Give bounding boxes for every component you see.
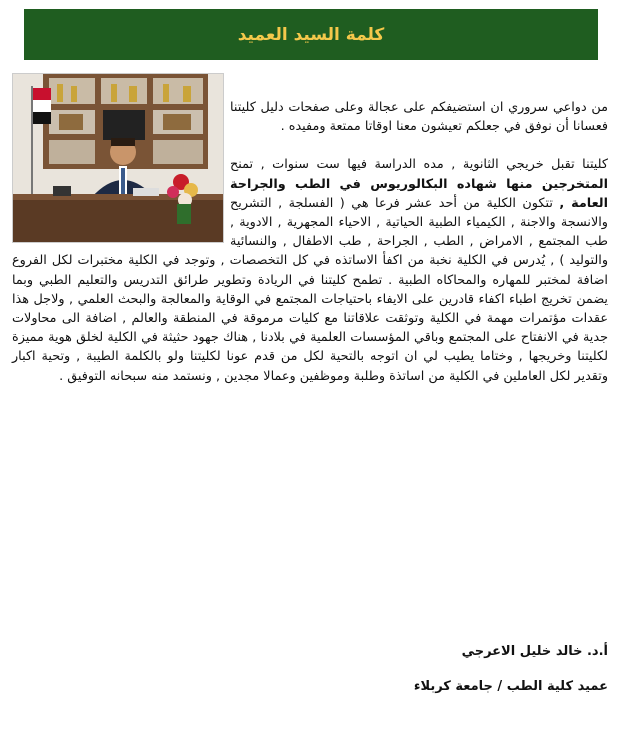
text-segment-1: كليتنا تقبل خريجي الثانوية , مده الدراسة فيها ست سنوات , تمنح (230, 157, 608, 173)
page-header-banner (24, 9, 598, 60)
photo-spacer (12, 98, 230, 243)
dean-title: عميد كلية الطب / جامعة كربلاء (413, 679, 608, 694)
page-title: كلمة السيد العميد (237, 24, 385, 45)
text-segment-2: تتكون الكلية من أحد عشر فرعا هي ( الفسلجة , التشريح والانسجة والاجنة , الكيمياء الطبية الحياتية , الاحياء المجهرية , الادوية , طب المجتمع , الامراض , الطب , الجراحة , طب الاطفال , والنسائية والتوليد ) , يُدرس في الكلية نخبة من اكفأ الاساتذه في كل التخصصات , وتوجد في الكلية مختبرات لكل الفروع اضافة لمختبر للمهاره والمحاكاه الطبية . تطمح كليتنا في الريادة وتطوير طرائق التدريس والتعليم الطبي وبما يضمن تخريج اطباء اكفاء قادرين على الايفاء باحتياجات المجتمع في الوقاية والمعالجة والبحث العلمي , ولاجل هذا عقدات مؤتمرات مهمة في الكلية وتوثقت علاقاتنا مع كليات مرموقة في المنطقة والعالم , اضافة الى محاولات جدية في الانفتاح على المجتمع وباقي المؤسسات العلمية في بلادنا , هناك جهود حثيثة في الكلية لخلق هوية مميزة لكليتنا وخريجها , وختاما يطيب لي ان اتوجه بالتحية لكل من قدم عونا لكليتنا ولو بالكلمة الطيبة , وتحية اكبار وتقدير لكل العاملين في الكلية من اساتذة وطلبة وموظفين وعمالا مجدين , ونستمد منه سبحانه التوفيق . (12, 195, 608, 384)
signature-block (414, 644, 608, 694)
text-segment-bold: المتخرجين منها شهاده البكالوريوس في الطب والجراحة العامة , (230, 176, 608, 211)
dean-name: أ.د. خالد خليل الاعرجي (461, 644, 608, 659)
dean-message-body (12, 98, 608, 528)
intro-paragraph: من دواعي سروري ان استضيفكم على عجالة وعلى صفحات دليل كليتنا فعسانا أن نوفق في جعلكم تعيشون معنا اوقاتا ممتعة ومفيده . (230, 100, 608, 135)
